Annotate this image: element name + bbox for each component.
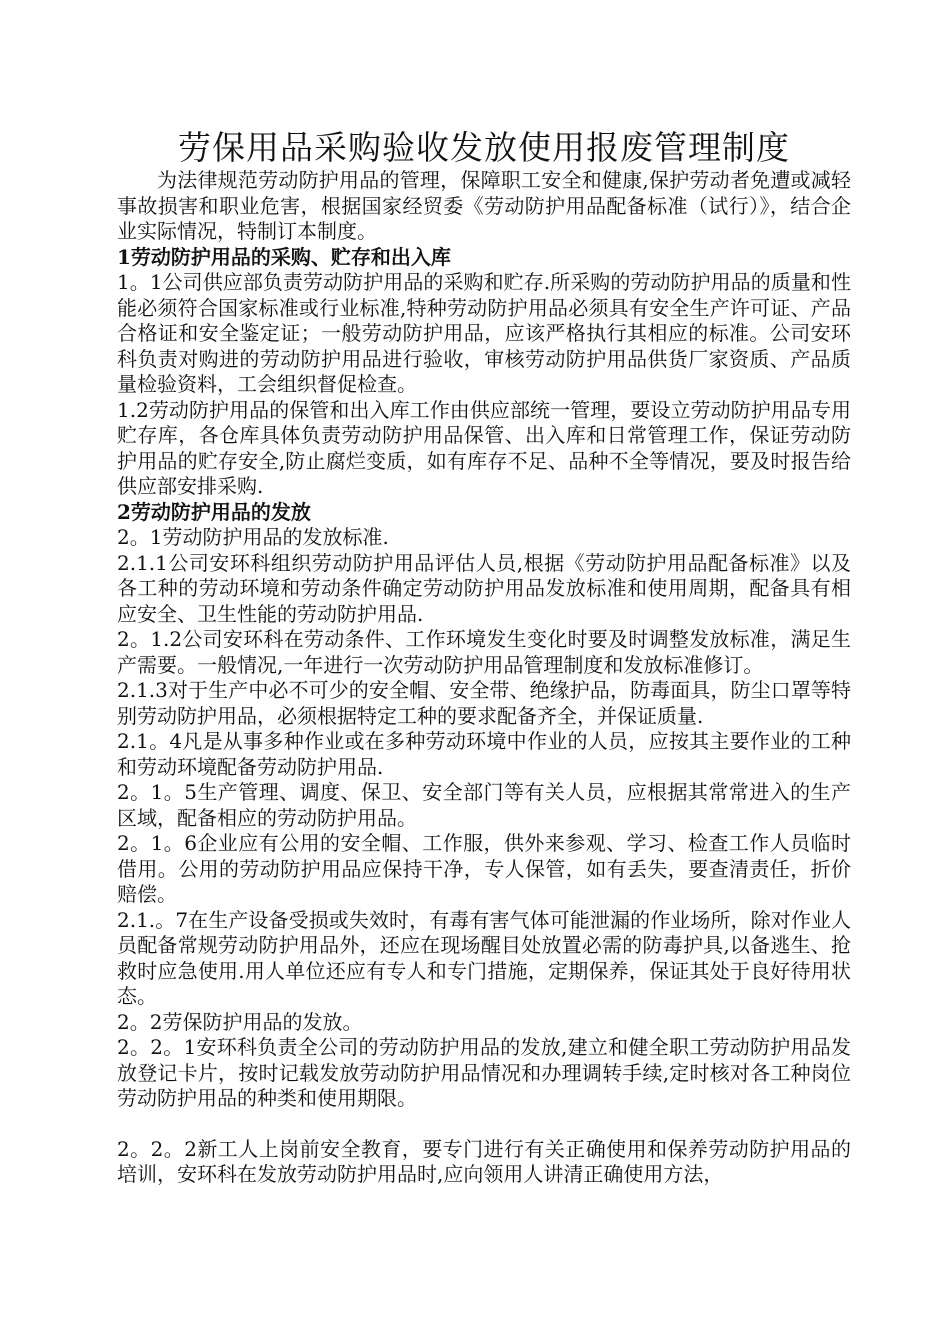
section-1-heading: 1劳动防护用品的采购、贮存和出入库 <box>117 244 451 269</box>
clause-2-2-2: 2。2。2新工人上岗前安全教育，要专门进行有关正确使用和保养劳动防护用品的培训，安环科在发放劳动防护用品时,应向领用人讲清正确使用方法， <box>117 1136 851 1186</box>
clause-2-1-3: 2.1.3对于生产中必不可少的安全帽、安全带、绝缘护品，防毒面具，防尘口罩等特别劳动防护用品，必须根据特定工种的要求配备齐全，并保证质量. <box>117 678 851 728</box>
clause-2-1-7: 2.1.。7在生产设备受损或失效时，有毒有害气体可能泄漏的作业场所，除对作业人员配备常规劳动防护用品外，还应在现场醒目处放置必需的防毒护具,以备逃生、抢救时应急使用.用人单位还应有专人和专门措施，定期保养，保证其处于良好待用状态。 <box>117 907 851 1008</box>
clause-2-1-5: 2。1。5生产管理、调度、保卫、安全部门等有关人员，应根据其常常进入的生产区域，配备相应的劳动防护用品。 <box>117 780 851 830</box>
intro-paragraph: 为法律规范劳动防护用品的管理，保障职工安全和健康,保护劳动者免遭或减轻事故损害和职业危害，根据国家经贸委《劳动防护用品配备标准（试行）》，结合企业实际情况，特制订本制度。 <box>117 168 851 243</box>
clause-2-2-1: 2。2。1安环科负责全公司的劳动防护用品的发放,建立和健全职工劳动防护用品发放登记卡片，按时记载发放劳动防护用品情况和办理调转手续,定时核对各工种岗位劳动防护用品的种类和使用期限。 <box>117 1035 851 1110</box>
document-page <box>117 128 851 1188</box>
clause-2-1-6: 2。1。6企业应有公用的安全帽、工作服，供外来参观、学习、检查工作人员临时借用。公用的劳动防护用品应保持干净，专人保管，如有丢失，要查清责任，折价赔偿。 <box>117 831 851 906</box>
clause-2-1: 2。1劳动防护用品的发放标准. <box>117 525 389 549</box>
section-2-heading: 2劳动防护用品的发放 <box>117 499 311 524</box>
clause-1-2: 1.2劳动防护用品的保管和出入库工作由供应部统一管理，要设立劳动防护用品专用贮存库，各仓库具体负责劳动防护用品保管、出入库和日常管理工作，保证劳动防护用品的贮存安全,防止腐烂变质，如有库存不足、品种不全等情况，要及时报告给供应部安排采购. <box>117 397 851 498</box>
clause-1-1: 1。1公司供应部负责劳动防护用品的采购和贮存.所采购的劳动防护用品的质量和性能必须符合国家标准或行业标准,特种劳动防护用品必须具有安全生产许可证、产品合格证和安全鉴定证；一般劳动防护用品，应该严格执行其相应的标准。公司安环科负责对购进的劳动防护用品进行验收，审核劳动防护用品供货厂家资质、产品质量检验资料，工会组织督促检查。 <box>117 270 851 396</box>
clause-2-2: 2。2劳保防护用品的发放。 <box>117 1009 363 1034</box>
clause-2-1-1: 2.1.1公司安环科组织劳动防护用品评估人员,根据《劳动防护用品配备标准》以及各工种的劳动环境和劳动条件确定劳动防护用品发放标准和使用周期，配备具有相应安全、卫生性能的劳动防护用品. <box>117 550 851 626</box>
clause-2-1-4: 2.1。4凡是从事多种作业或在多种劳动环境中作业的人员，应按其主要作业的工种和劳动环境配备劳动防护用品. <box>117 729 851 779</box>
clause-2-1-2: 2。1.2公司安环科在劳动条件、工作环境发生变化时要及时调整发放标准，满足生产需要。一般情况,一年进行一次劳动防护用品管理制度和发放标准修订。 <box>117 627 851 677</box>
document-title: 劳保用品采购验收发放使用报废管理制度 <box>178 128 790 167</box>
